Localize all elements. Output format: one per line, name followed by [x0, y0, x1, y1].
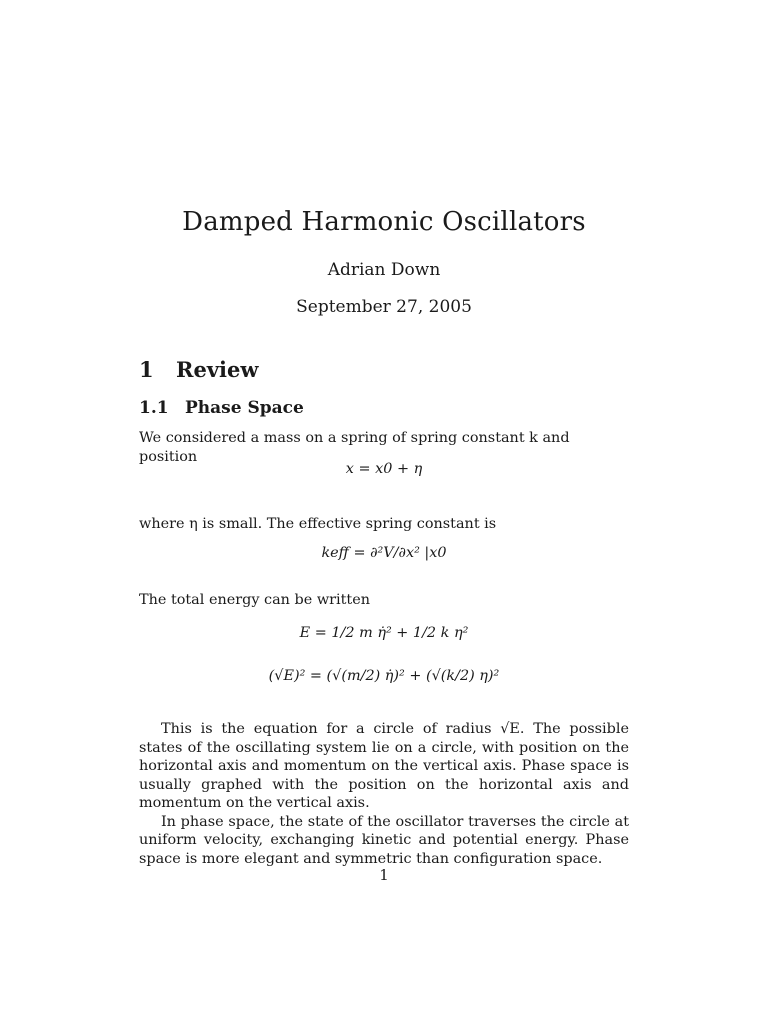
- equation-2-text: keff = ∂²V/∂x² |x0: [321, 545, 447, 561]
- paragraph-1: We considered a mass on a spring of spring constant k and position: [139, 430, 570, 465]
- page-number: 1: [379, 866, 389, 884]
- section-number: 1: [139, 357, 154, 382]
- paper-title: Damped Harmonic Oscillators: [182, 207, 586, 237]
- body-text-block: [139, 720, 629, 868]
- equation-4: [0, 668, 768, 684]
- equation-3: [0, 625, 768, 641]
- subsection-heading: [139, 398, 304, 418]
- section-heading: [139, 357, 258, 382]
- equation-4-text: (√E)² = (√(m/2) η̇)² + (√(k/2) η)²: [268, 668, 500, 684]
- paragraph-5: In phase space, the state of the oscillator traverses the circle at uniform velocity, exchanging kinetic and potential energy. Phase space is more elegant and symmetric than configuration space.: [139, 813, 629, 867]
- equation-1-text: x = x0 + η: [345, 461, 423, 477]
- paragraph-2: where η is small. The effective spring constant is: [139, 516, 497, 532]
- author: Adrian Down: [327, 260, 441, 280]
- subsection-number: 1.1: [139, 398, 169, 418]
- paragraph-3: The total energy can be written: [139, 592, 370, 608]
- date: September 27, 2005: [296, 297, 472, 317]
- subsection-title: Phase Space: [185, 398, 304, 418]
- equation-1: [0, 461, 768, 477]
- equation-2: [0, 545, 768, 561]
- paragraph-4: This is the equation for a circle of radius √E. The possible states of the oscillating system lie on a circle, with position on the horizontal axis and momentum on the vertical axis. Phase space is usually graphed with the position on the horizontal axis and momentum on the vertical axis.: [139, 721, 629, 811]
- equation-3-text: E = 1/2 m η̇² + 1/2 k η²: [299, 625, 469, 641]
- section-title: Review: [176, 357, 259, 382]
